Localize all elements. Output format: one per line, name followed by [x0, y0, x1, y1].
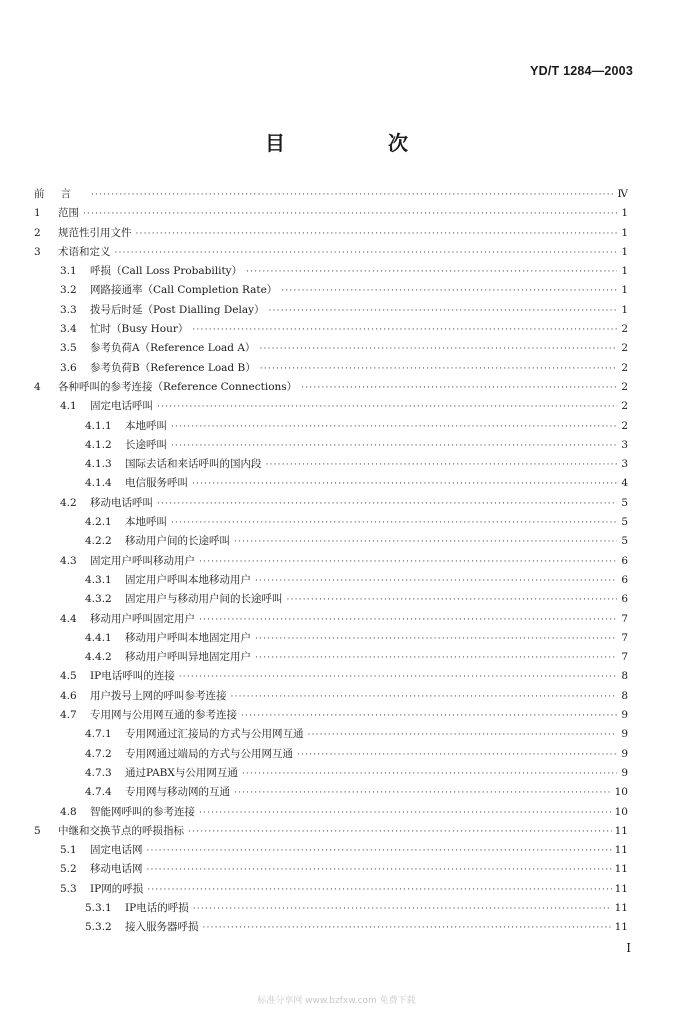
toc-dot-leader	[231, 688, 618, 707]
toc-entry-label: 专用网与公用网互通的参考连接	[90, 709, 237, 722]
toc-entry-number: 3.2	[60, 284, 77, 297]
toc-entry-label: 各种呼叫的参考连接（Reference Connections）	[58, 380, 298, 393]
toc-entry-number: 4.1	[60, 400, 77, 413]
toc-entry-page: 3	[621, 438, 628, 451]
toc-entry-page: 11	[614, 921, 628, 934]
toc-entry[interactable]	[34, 745, 628, 764]
toc-entry-page: 11	[614, 863, 628, 876]
toc-entry-number: 4.1.4	[85, 477, 112, 490]
toc-entry[interactable]	[34, 455, 628, 474]
toc-entry-label: 国际去话和来话呼叫的国内段	[125, 458, 262, 471]
toc-entry[interactable]	[34, 417, 628, 436]
toc-entry-label: 本地呼叫	[125, 516, 167, 529]
toc-entry-label: 用户拨号上网的呼叫参考连接	[90, 689, 227, 702]
toc-entry-page: 1	[621, 226, 628, 239]
toc-dot-leader	[171, 437, 617, 456]
toc-entry-page: 1	[621, 265, 628, 278]
toc-dot-leader	[255, 649, 617, 668]
toc-dot-leader	[179, 668, 617, 687]
toc-entry-number: 4.4.1	[85, 631, 112, 644]
toc-entry-number: 4.6	[60, 689, 77, 702]
toc-entry[interactable]	[34, 436, 628, 455]
toc-entry-number: 4.2.1	[85, 516, 112, 529]
toc-entry[interactable]	[34, 243, 628, 262]
toc-entry[interactable]	[34, 648, 628, 667]
toc-entry[interactable]	[34, 841, 628, 860]
toc-entry-number: 4.3	[60, 554, 77, 567]
toc-entry-number: 5.3	[60, 882, 77, 895]
toc-entry-number: 5.2	[60, 863, 77, 876]
page-title: 目 次	[265, 131, 456, 155]
toc-entry-page: 9	[621, 747, 628, 760]
toc-entry-page: 9	[621, 766, 628, 779]
toc-entry-page: 10	[614, 805, 628, 818]
toc-entry[interactable]	[34, 822, 628, 841]
toc-dot-leader	[203, 919, 612, 938]
toc-entry-number: 4.7.3	[85, 766, 112, 779]
toc-dot-leader	[246, 263, 617, 282]
toc-entry-page: 7	[621, 651, 628, 664]
toc-entry-number: 4.7.2	[85, 747, 112, 760]
toc-dot-leader	[115, 244, 618, 263]
toc-entry-page: 6	[621, 554, 628, 567]
toc-entry[interactable]	[34, 513, 628, 532]
page-number: I	[626, 941, 631, 955]
toc-entry-label: 拨号后时延（Post Dialling Delay）	[90, 303, 265, 316]
toc-entry[interactable]	[34, 610, 628, 629]
toc-dot-leader	[259, 340, 617, 359]
toc-entry[interactable]	[34, 494, 628, 513]
toc-entry-page: 2	[621, 361, 628, 374]
toc-dot-leader	[260, 360, 617, 379]
toc-entry-page: 9	[621, 709, 628, 722]
toc-dot-leader	[308, 726, 618, 745]
toc-entry-number: 1	[34, 207, 41, 220]
toc-entry-page: 8	[621, 689, 628, 702]
toc-entry[interactable]	[34, 474, 628, 493]
toc-entry-number: 4.7	[60, 709, 77, 722]
toc-dot-leader	[147, 861, 612, 880]
toc-dot-leader	[242, 765, 617, 784]
toc-entry[interactable]	[34, 571, 628, 590]
toc-entry-page: 11	[614, 824, 628, 837]
toc-entry[interactable]	[34, 918, 628, 937]
toc-entry-number: 4.1.3	[85, 458, 112, 471]
toc-entry-label: 固定电话呼叫	[90, 400, 153, 413]
toc-entry-number: 5.3.2	[85, 921, 112, 934]
toc-entry-number: 3.6	[60, 361, 77, 374]
toc-entry-label: 电信服务呼叫	[125, 477, 188, 490]
toc-entry-label: 固定用户与移动用户间的长途呼叫	[125, 593, 283, 606]
toc-entry-page: 2	[621, 400, 628, 413]
toc-entry-number: 4.4	[60, 612, 77, 625]
toc-entry-number: 3.1	[60, 265, 77, 278]
toc-entry-label: 前言	[34, 188, 87, 200]
toc-entry-number: 4.8	[60, 805, 77, 818]
toc-entry-label: 移动用户呼叫固定用户	[90, 612, 195, 625]
toc-entry-page: 4	[621, 477, 628, 490]
toc-dot-leader	[281, 282, 617, 301]
toc-entry-number: 4.2	[60, 496, 77, 509]
standard-number: YD/T 1284—2003	[530, 64, 633, 78]
toc-entry-label: IP电话的呼损	[125, 901, 189, 914]
toc-dot-leader	[91, 186, 615, 205]
toc-entry-page: 2	[621, 419, 628, 432]
toc-entry[interactable]	[34, 185, 628, 204]
toc-entry-number: 4.7.4	[85, 786, 112, 799]
toc-entry-page: Ⅳ	[617, 188, 628, 200]
toc-entry[interactable]	[34, 629, 628, 648]
toc-dot-leader	[147, 842, 612, 861]
toc-entry-page: 5	[621, 496, 628, 509]
toc-entry-page: 11	[614, 844, 628, 857]
toc-dot-leader	[136, 225, 618, 244]
toc-dot-leader	[269, 302, 617, 321]
toc-dot-leader	[199, 611, 617, 630]
toc-entry[interactable]	[34, 339, 628, 358]
toc-entry-label: 范围	[58, 207, 79, 220]
toc-entry-page: 2	[621, 342, 628, 355]
toc-entry-label: 固定用户呼叫移动用户	[90, 554, 195, 567]
toc-entry-number: 4	[34, 380, 41, 393]
watermark: 标准分享网 www.bzfxw.com 免费下载	[257, 996, 416, 1006]
toc-dot-leader	[192, 321, 617, 340]
toc-entry-page: 5	[621, 535, 628, 548]
toc-entry-label: 移动用户呼叫异地固定用户	[125, 651, 251, 664]
toc-entry-number: 4.5	[60, 670, 77, 683]
toc-entry-page: 1	[621, 207, 628, 220]
toc-entry[interactable]	[34, 378, 628, 397]
toc-entry-label: 参考负荷A（Reference Load A）	[90, 342, 256, 355]
toc-entry-page: 1	[621, 245, 628, 258]
toc-dot-leader	[147, 881, 611, 900]
toc-entry-label: 固定用户呼叫本地移动用户	[125, 573, 251, 586]
table-of-contents	[34, 185, 628, 938]
toc-entry[interactable]	[34, 590, 628, 609]
toc-dot-leader	[188, 823, 612, 842]
toc-dot-leader	[171, 418, 617, 437]
toc-entry-page: 9	[621, 728, 628, 741]
toc-entry-label: 通过PABX与公用网互通	[125, 766, 238, 779]
toc-entry-number: 4.4.2	[85, 651, 112, 664]
toc-entry[interactable]	[34, 880, 628, 899]
toc-dot-leader	[199, 804, 612, 823]
toc-entry-label: 忙时（Busy Hour）	[90, 323, 189, 336]
toc-dot-leader	[171, 514, 617, 533]
toc-entry-page: 7	[621, 612, 628, 625]
toc-entry-page: 1	[621, 284, 628, 297]
toc-entry-number: 5.1	[60, 844, 77, 857]
toc-entry-page: 7	[621, 631, 628, 644]
toc-entry[interactable]	[34, 687, 628, 706]
toc-entry-label: 专用网通过汇接局的方式与公用网互通	[125, 728, 304, 741]
toc-entry-number: 3.5	[60, 342, 77, 355]
toc-entry[interactable]	[34, 204, 628, 223]
toc-dot-leader	[157, 398, 617, 417]
toc-entry-page: 6	[621, 573, 628, 586]
toc-entry-label: 规范性引用文件	[58, 226, 132, 239]
toc-entry-page: 2	[621, 323, 628, 336]
toc-entry-page: 11	[614, 901, 628, 914]
toc-dot-leader	[287, 591, 618, 610]
toc-entry-label: IP电话呼叫的连接	[90, 670, 175, 683]
toc-entry[interactable]	[34, 706, 628, 725]
toc-dot-leader	[241, 707, 617, 726]
toc-entry-number: 3	[34, 245, 41, 258]
toc-entry-label: 中继和交换节点的呼损指标	[58, 824, 184, 837]
toc-entry-label: 固定电话网	[90, 844, 143, 857]
toc-entry-number: 4.1.2	[85, 438, 112, 451]
toc-dot-leader	[255, 630, 617, 649]
toc-dot-leader	[234, 784, 612, 803]
toc-entry-page: 3	[621, 458, 628, 471]
toc-entry-label: 参考负荷B（Reference Load B）	[90, 361, 256, 374]
toc-entry-page: 2	[621, 380, 628, 393]
toc-dot-leader	[192, 475, 617, 494]
toc-entry-number: 4.7.1	[85, 728, 112, 741]
toc-entry[interactable]	[34, 281, 628, 300]
toc-entry-label: 智能网呼叫的参考连接	[90, 805, 195, 818]
toc-entry[interactable]	[34, 764, 628, 783]
toc-entry-label: 术语和定义	[58, 245, 111, 258]
toc-entry[interactable]	[34, 667, 628, 686]
toc-entry-number: 3.4	[60, 323, 77, 336]
toc-entry-label: 移动电话呼叫	[90, 496, 153, 509]
toc-entry-page: 5	[621, 516, 628, 529]
toc-entry-label: IP网的呼损	[90, 882, 144, 895]
toc-entry-label: 移动用户间的长途呼叫	[125, 535, 230, 548]
toc-entry-number: 3.3	[60, 303, 77, 316]
toc-dot-leader	[234, 533, 617, 552]
toc-entry[interactable]	[34, 301, 628, 320]
toc-entry-number: 4.2.2	[85, 535, 112, 548]
toc-entry-number: 4.3.1	[85, 573, 112, 586]
toc-entry[interactable]	[34, 552, 628, 571]
toc-entry-label: 专用网与移动网的互通	[125, 786, 230, 799]
toc-entry-page: 11	[614, 882, 628, 895]
toc-entry-number: 2	[34, 226, 41, 239]
toc-entry-number: 5	[34, 824, 41, 837]
toc-entry[interactable]	[34, 860, 628, 879]
toc-entry[interactable]	[34, 262, 628, 281]
toc-entry-label: 接入服务器呼损	[125, 921, 199, 934]
toc-entry-label: 移动电话网	[90, 863, 143, 876]
toc-entry[interactable]	[34, 899, 628, 918]
toc-entry-page: 10	[614, 786, 628, 799]
toc-dot-leader	[193, 900, 612, 919]
toc-entry[interactable]	[34, 725, 628, 744]
toc-entry-page: 6	[621, 593, 628, 606]
toc-dot-leader	[157, 495, 617, 514]
toc-dot-leader	[266, 456, 618, 475]
toc-dot-leader	[255, 572, 617, 591]
toc-entry-number: 5.3.1	[85, 901, 112, 914]
toc-entry[interactable]	[34, 803, 628, 822]
toc-entry-label: 呼损（Call Loss Probability）	[90, 265, 243, 278]
toc-entry-label: 长途呼叫	[125, 438, 167, 451]
toc-dot-leader	[199, 553, 617, 572]
toc-dot-leader	[301, 379, 617, 398]
toc-entry-label: 专用网通过端局的方式与公用网互通	[125, 747, 293, 760]
toc-entry[interactable]	[34, 224, 628, 243]
toc-entry[interactable]	[34, 783, 628, 802]
toc-entry-label: 本地呼叫	[125, 419, 167, 432]
toc-entry-page: 1	[621, 303, 628, 316]
toc-entry[interactable]	[34, 359, 628, 378]
toc-entry-label: 网路接通率（Call Completion Rate）	[90, 284, 278, 297]
toc-entry[interactable]	[34, 320, 628, 339]
toc-dot-leader	[297, 746, 617, 765]
toc-entry-label: 移动用户呼叫本地固定用户	[125, 631, 251, 644]
toc-entry-page: 8	[621, 670, 628, 683]
toc-entry[interactable]	[34, 532, 628, 551]
toc-dot-leader	[83, 205, 617, 224]
toc-entry[interactable]	[34, 397, 628, 416]
toc-entry-number: 4.1.1	[85, 419, 112, 432]
toc-entry-number: 4.3.2	[85, 593, 112, 606]
